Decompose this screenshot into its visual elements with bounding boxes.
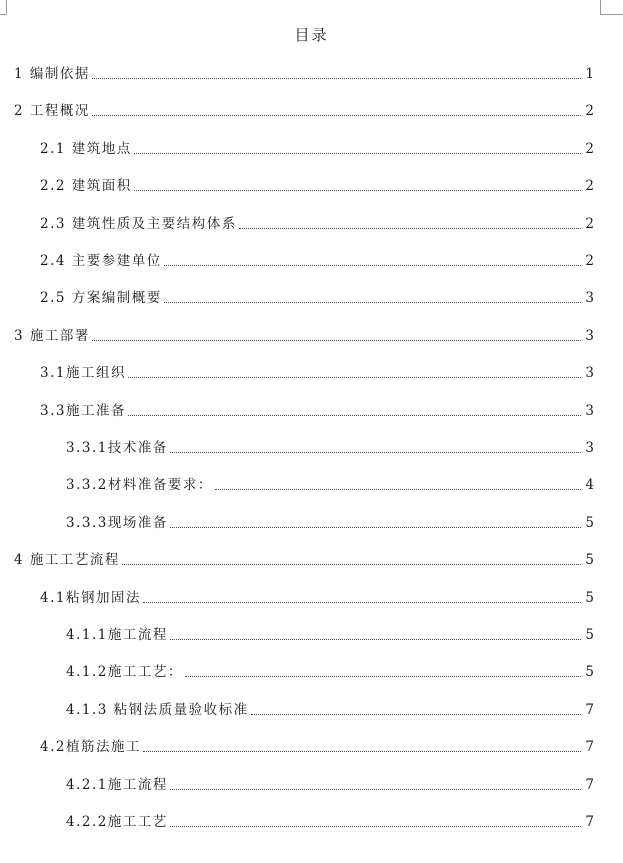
toc-entry[interactable] (0, 212, 594, 232)
toc-entry[interactable] (0, 99, 594, 119)
toc-entry-number: 4.1.2 (66, 664, 108, 681)
toc-entry-page: 7 (585, 776, 594, 793)
toc-entry[interactable] (0, 62, 594, 82)
toc-entry-page: 7 (585, 701, 594, 718)
toc-entry-label: 施工工艺： (107, 664, 183, 681)
toc-leader-dots (128, 414, 581, 416)
toc-leader-dots (170, 638, 582, 640)
toc-entry-label: 粘钢法质量验收标准 (113, 701, 249, 718)
toc-leader-dots (128, 376, 581, 378)
toc-entry-number: 4.1 (40, 589, 66, 606)
toc-entry-number: 2.1 (40, 140, 72, 157)
toc-entry-number: 2.5 (40, 290, 72, 307)
toc-entry[interactable] (0, 810, 594, 830)
toc-entry-label: 施工准备 (65, 402, 126, 419)
toc-entry-number: 3.3.2 (66, 477, 108, 494)
toc-entry-number: 2.4 (40, 253, 72, 269)
toc-entry-page: 5 (585, 627, 594, 643)
toc-entry-number: 4.1.1 (66, 627, 108, 643)
toc-entry[interactable] (0, 286, 594, 306)
toc-entry-number: 3.3.3 (66, 514, 108, 531)
toc-entry-number: 2 (14, 103, 30, 120)
toc-leader-dots (92, 114, 582, 116)
toc-entry[interactable] (0, 548, 594, 568)
toc-entry-label: 编制依据 (29, 66, 90, 82)
toc-entry-label: 粘钢加固法 (65, 589, 141, 606)
toc-entry-page: 1 (585, 66, 594, 82)
toc-entry-number: 4.2 (40, 739, 66, 756)
toc-entry-label: 施工工艺流程 (29, 552, 120, 569)
toc-entry[interactable] (0, 399, 594, 419)
toc-entry-label: 建筑地点 (71, 140, 132, 157)
toc-leader-dots (185, 675, 582, 677)
toc-leader-dots (164, 301, 582, 303)
toc-entry[interactable] (0, 137, 594, 157)
toc-entry-page: 2 (585, 253, 594, 269)
toc-entry-page: 4 (585, 477, 594, 494)
toc-entry-page: 2 (585, 103, 594, 120)
toc-entry[interactable] (0, 436, 594, 456)
crop-mark-top-right (600, 0, 623, 15)
toc-entry-label: 植筋法施工 (65, 739, 141, 756)
toc-entry-label: 技术准备 (107, 440, 168, 456)
toc-leader-dots (92, 77, 582, 79)
toc-entry-page: 3 (585, 440, 594, 456)
toc-entry-number: 3.1 (40, 365, 66, 382)
toc-leader-dots (164, 264, 582, 266)
toc-entry-number: 3.3 (40, 402, 66, 419)
toc-leader-dots (170, 788, 582, 790)
toc-entry-page: 7 (585, 739, 594, 756)
toc-leader-dots (92, 339, 582, 341)
toc-entry-number: 4.2.2 (66, 814, 108, 830)
toc-entry-number: 4.1.3 (66, 701, 114, 718)
toc-entry-label: 施工工艺 (107, 814, 168, 830)
toc-leader-dots (134, 152, 582, 154)
toc-entry-label: 施工组织 (65, 365, 126, 382)
toc-leader-dots (143, 601, 581, 603)
page-title: 目录 (294, 26, 329, 44)
toc-leader-dots (170, 825, 582, 827)
toc-entry-page: 3 (585, 365, 594, 382)
toc-entry-page: 5 (585, 552, 594, 569)
toc-entry-number: 4 (14, 552, 30, 569)
toc-entry[interactable] (0, 473, 594, 493)
toc-entry-page: 2 (585, 178, 594, 195)
toc-entry-page: 3 (585, 290, 594, 307)
toc-leader-dots (251, 713, 582, 715)
toc-entry[interactable] (0, 361, 594, 381)
toc-entry-label: 现场准备 (107, 514, 168, 531)
toc-leader-dots (122, 563, 582, 565)
toc-entry-label: 方案编制概要 (71, 290, 162, 307)
toc-leader-dots (170, 526, 582, 528)
toc-entry[interactable] (0, 698, 594, 718)
toc-entry-label: 主要参建单位 (71, 253, 162, 269)
toc-entry-number: 2.3 (40, 215, 72, 232)
toc-entry-page: 2 (585, 215, 594, 232)
toc-entry[interactable] (0, 249, 594, 269)
toc-entry[interactable] (0, 511, 594, 531)
toc-entry-page: 5 (585, 514, 594, 531)
toc-entry-page: 3 (585, 402, 594, 419)
toc-entry-page: 5 (585, 589, 594, 606)
toc-leader-dots (134, 189, 582, 191)
toc-entry-label: 施工流程 (107, 776, 168, 793)
toc-entry-number: 4.2.1 (66, 776, 108, 793)
toc-leader-dots (143, 750, 581, 752)
toc-entry-label: 建筑性质及主要结构体系 (71, 215, 237, 232)
toc-entry[interactable] (0, 586, 594, 606)
toc-entry-label: 工程概况 (29, 103, 90, 120)
toc-entry-number: 1 (14, 66, 30, 82)
toc-entry-number: 3.3.1 (66, 440, 108, 456)
toc-entry[interactable] (0, 735, 594, 755)
toc-entry[interactable] (0, 773, 594, 793)
toc-entry[interactable] (0, 174, 594, 194)
toc-leader-dots (239, 227, 582, 229)
toc-entry-page: 5 (585, 664, 594, 681)
crop-mark-top-left (0, 0, 7, 15)
toc-entry-label: 材料准备要求： (107, 477, 213, 494)
toc-entry-number: 3 (14, 327, 30, 344)
toc-leader-dots (215, 488, 582, 490)
toc-entry-page: 3 (585, 327, 594, 344)
toc-entry-page: 2 (585, 140, 594, 157)
toc-leader-dots (170, 451, 582, 453)
toc-entry[interactable] (0, 660, 594, 680)
toc-entry-label: 施工流程 (107, 627, 168, 643)
toc-entry-label: 建筑面积 (71, 178, 132, 195)
toc-entry-label: 施工部署 (29, 327, 90, 344)
toc-entry-number: 2.2 (40, 178, 72, 195)
toc-entry[interactable] (0, 324, 594, 344)
toc-entry[interactable] (0, 623, 594, 643)
toc-entry-page: 7 (585, 814, 594, 830)
